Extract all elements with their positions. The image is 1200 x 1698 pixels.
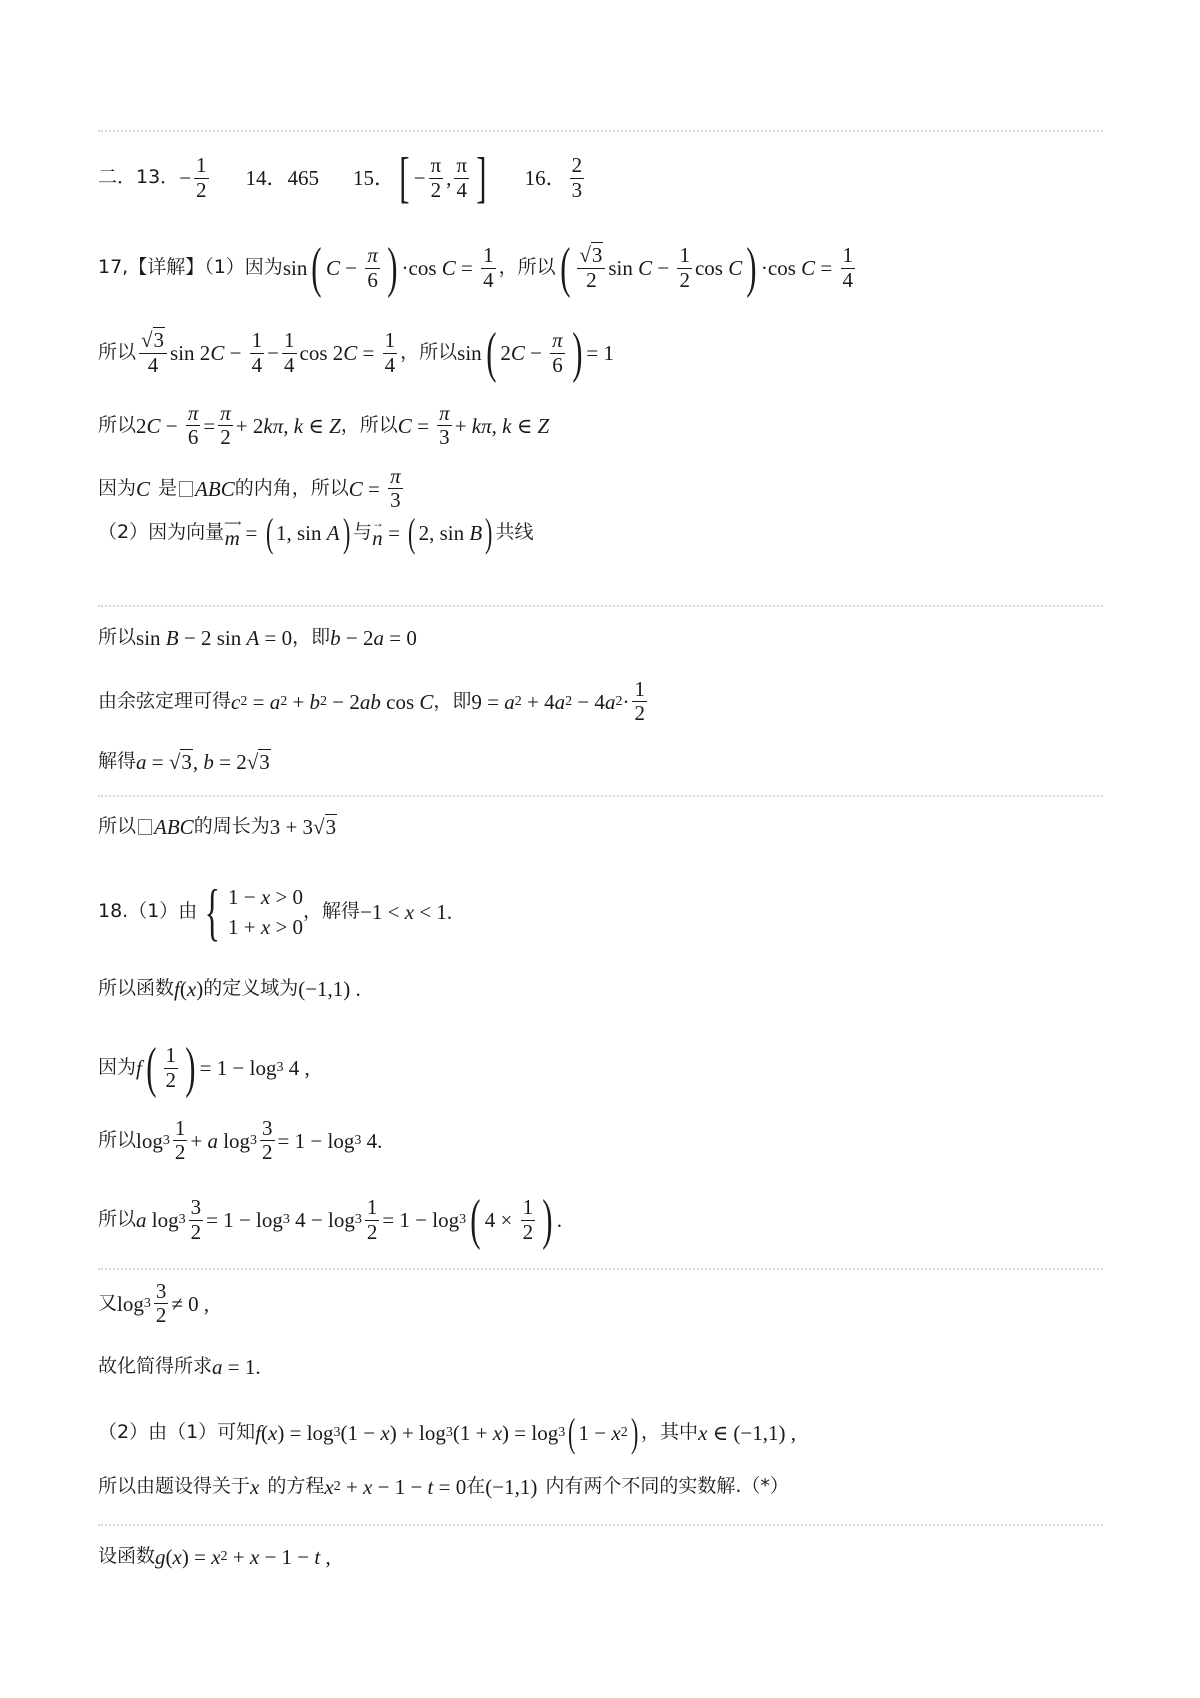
problem-18-line-3: 因为 f ( $\frac{1}{2}$ ) = 1 − log 3 4 , <box>98 1037 310 1099</box>
separator <box>98 605 1103 607</box>
problem-18-line-2: 所以函数 f ( x ) 的定义域为 (−1,1) . <box>98 977 361 1001</box>
separator <box>98 1268 1103 1270</box>
problem-18-line-5: 所以 a log 3 $\frac{3}{2}$ = 1 − log 3 4 − log 3 $\frac{1}{2}$ = 1 − log 3 ( 4 × $\frac{1}{2}$ ) . <box>98 1189 563 1251</box>
problem-17-line-9: 所以 ABC 的周长为 3 + 3 √3 <box>98 815 337 839</box>
problem-17-line-7: 由余弦定理可得 c 2 = a 2 + b 2 − 2 ab cos C ，即 9 = a 2 + 4 a 2 − 4 a 2 · $\frac{1}{2}$ <box>98 677 645 726</box>
triangle-symbol <box>138 819 152 835</box>
problem-17-line-6: 所以 sin B − 2 sin A = 0 ，即 b − 2 a = 0 <box>98 626 417 650</box>
problem-17-part-2: （2）因为向量 ⟶ m = ( 1, sin A ) 与 → n = ( 2, sin B ) 共线 <box>98 510 534 555</box>
problem-18-line-6: 又 log 3 $\frac{3}{2}$ ≠ 0 , <box>98 1279 210 1328</box>
problem-17-line-1: 17,【详解】（1）因为 sin ( C − $\frac{\pi}{6}$ ) ·cos C = $\frac{1}{4}$ ，所以 ( $\frac{√3}{2}$ sin C − $\frac{1}{2}$ cos C ) ·cos C = $\frac{1}{4}$ <box>98 237 853 299</box>
answers-line: 二．13． − $\frac{1}{2}$ 14．465 15． [ − $\frac{\pi}{2}$ , $\frac{\pi}{4}$ ] 16． $\frac{2}{3}$ <box>98 147 583 209</box>
triangle-symbol <box>179 481 193 497</box>
problem-18-line-1: 18.（1）由 { 1 − x > 0 1 + x > 0 ，解得 −1 < x < 1. <box>98 876 453 947</box>
separator <box>98 795 1103 797</box>
separator <box>98 130 1103 132</box>
problem-17-line-8: 解得 a = √3 , b = 2 √3 <box>98 750 270 774</box>
problem-18-part-2: （2）由（1）可知 f ( x ) = log 3 (1 − x ) + log 3 (1 + x ) = log 3 ( 1 − x 2 ) ，其中 x ∈ (−1,1) , <box>98 1410 797 1455</box>
problem-17-line-2: 所以 $\frac{√3}{4}$ sin 2 C − $\frac{1}{4}$ − $\frac{1}{4}$ cos 2 C = $\frac{1}{4}$ ，所以 sin ( 2 C − $\frac{\pi}{6}$ ) = 1 <box>98 322 614 384</box>
separator <box>98 1524 1103 1526</box>
problem-18-line-9: 所以由题设得关于 x 的方程 x 2 + x − 1 − t = 0 在 (−1,1) 内有两个不同的实数解.（*） <box>98 1475 789 1499</box>
problem-17-line-4: 因为 C 是 ABC 的内角，所以 C = $\frac{\pi}{3}$ <box>98 464 401 513</box>
problem-18-line-10: 设函数 g ( x ) = x 2 + x − 1 − t , <box>98 1545 331 1569</box>
problem-18-line-7: 故化简得所求 a = 1. <box>98 1355 261 1379</box>
fraction: $\frac{1}{2}$ <box>196 153 207 202</box>
problem-17-line-3: 所以 2 C − $\frac{\pi}{6}$ = $\frac{\pi}{2}$ + 2 kπ , k ∈ Z ，所以 C = $\frac{\pi}{3}$ + kπ , k ∈ Z <box>98 401 550 450</box>
problem-18-line-4: 所以 log 3 $\frac{1}{2}$ + a log 3 $\frac{3}{2}$ = 1 − log 3 4. <box>98 1116 383 1165</box>
